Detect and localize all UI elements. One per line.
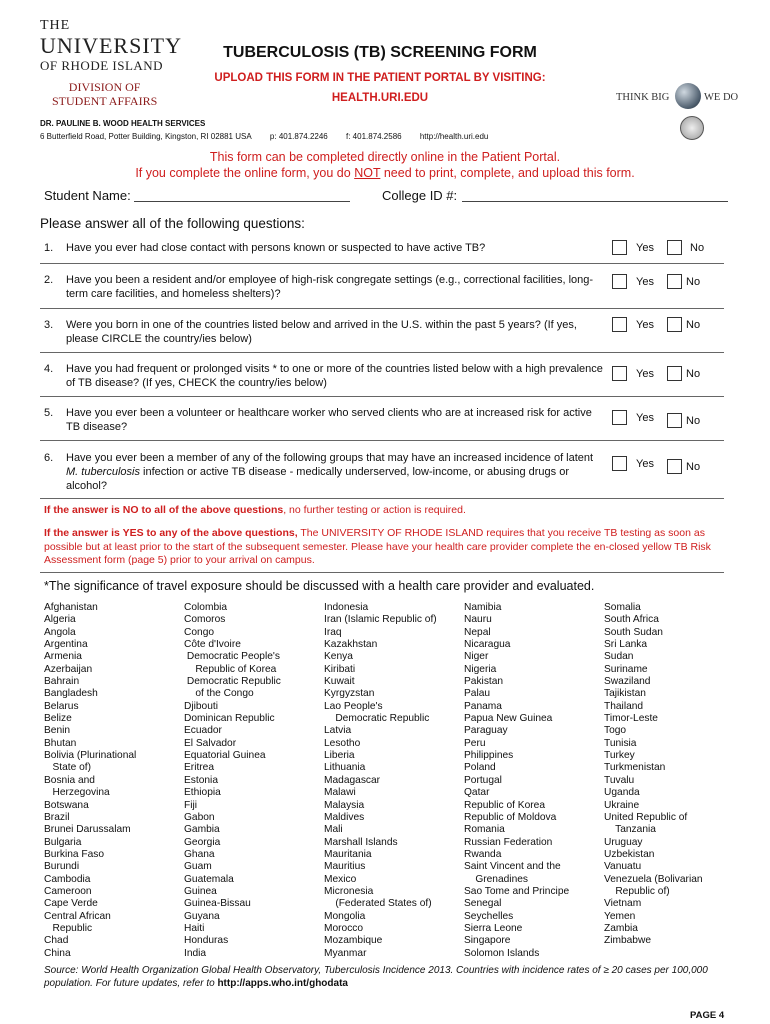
country-item: Haiti	[184, 922, 205, 934]
country-item: Sierra Leone	[464, 922, 523, 934]
country-item: Cameroon	[44, 885, 92, 897]
country-item: Malaysia	[324, 799, 365, 811]
country-item: Mozambique	[324, 935, 383, 947]
country-item: China	[44, 947, 71, 959]
country-item: Guyana	[184, 910, 220, 922]
country-item: State of)	[44, 762, 91, 774]
student-name-field[interactable]	[134, 201, 350, 202]
country-item: Madagascar	[324, 774, 381, 786]
q5-yes-checkbox[interactable]	[612, 410, 627, 425]
q5-no-label: No	[686, 415, 701, 427]
country-item: Sri Lanka	[604, 639, 648, 651]
country-item: Vanuatu	[604, 861, 642, 873]
question-text: Have you been a resident and/or employee of high-risk congregate settings (e.g., correctional facilities, long-term care facilities, and homeless shelters)?	[66, 274, 594, 300]
country-item: Bolivia (Plurinational	[44, 750, 137, 762]
country-item: Brunei Darussalam	[44, 824, 131, 836]
country-column-2	[184, 602, 281, 960]
intro-line2-pre: If you complete the online form, you do	[135, 166, 355, 180]
clinic-website[interactable]: http://health.uri.edu	[419, 132, 489, 141]
country-item: Panama	[464, 700, 502, 712]
country-item: Argentina	[44, 639, 88, 651]
intro-line2-post: need to print, complete, and upload this form.	[380, 166, 635, 180]
question-number: 2.	[44, 274, 54, 286]
country-item: Guinea	[184, 885, 217, 897]
country-item: Nigeria	[464, 663, 497, 675]
q2-no-checkbox[interactable]	[667, 274, 682, 289]
questions-heading: Please answer all of the following questions:	[40, 216, 305, 231]
country-item: Turkmenistan	[604, 762, 666, 774]
slogan-we-do: WE DO	[704, 92, 739, 103]
country-item: Philippines	[464, 750, 514, 762]
country-item: Iran (Islamic Republic of)	[324, 614, 437, 626]
country-item: Burkina Faso	[44, 848, 105, 860]
question-text: Have you ever been a volunteer or healthcare worker who served clients who are at increased risk for active TB disease?	[66, 407, 592, 433]
country-item: Mongolia	[324, 910, 366, 922]
country-item: Kiribati	[324, 663, 356, 675]
country-item: El Salvador	[184, 737, 237, 749]
clinic-fax: f: 401.874.2586	[346, 132, 402, 141]
country-item: Mali	[324, 824, 343, 836]
country-item: Kyrgyzstan	[324, 688, 375, 700]
form-title: TUBERCULOSIS (TB) SCREENING FORM	[223, 44, 537, 61]
q2-yes-label: Yes	[636, 276, 654, 288]
country-item: Georgia	[184, 836, 221, 848]
country-item: Estonia	[184, 774, 218, 786]
division-line1: DIVISION OF	[68, 80, 141, 94]
country-item: Palau	[464, 688, 491, 700]
globe-icon	[675, 83, 701, 109]
country-item: Suriname	[604, 663, 648, 675]
question-3	[44, 318, 604, 345]
question-text: Were you born in one of the countries listed below and arrived in the U.S. within the past 5 years? (If yes, please CIRCLE the country/ies below)	[66, 319, 577, 345]
country-item: South Sudan	[604, 626, 663, 638]
country-item: Micronesia	[324, 885, 374, 897]
q1-yes-label: Yes	[636, 242, 654, 254]
country-item: Afghanistan	[44, 602, 98, 613]
separator	[40, 308, 724, 309]
country-item: Nicaragua	[464, 639, 511, 651]
country-item: Turkey	[604, 750, 635, 762]
country-item: Dominican Republic	[184, 713, 275, 725]
q3-yes-label: Yes	[636, 319, 654, 331]
country-item: Tanzania	[604, 824, 656, 836]
country-item: Eritrea	[184, 762, 215, 774]
no-answer-rest: , no further testing or action is required.	[283, 504, 466, 516]
country-item: Bangladesh	[44, 688, 98, 700]
country-item: Romania	[464, 824, 505, 836]
country-item: Zambia	[604, 922, 638, 934]
country-item: Republic of Korea	[464, 799, 545, 811]
country-item: Equatorial Guinea	[184, 750, 266, 762]
country-item: Ethiopia	[184, 787, 221, 799]
clinic-phone: p: 401.874.2246	[269, 132, 328, 141]
question-number: 4.	[44, 363, 54, 375]
question-1	[44, 241, 604, 255]
country-item: Ecuador	[184, 725, 222, 737]
logo-university: UNIVERSITY	[40, 33, 182, 58]
logo-the: THE	[40, 18, 71, 33]
country-item: Guam	[184, 861, 212, 873]
country-item: Tunisia	[604, 737, 637, 749]
country-item: Colombia	[184, 602, 228, 613]
country-item: Democratic Republic	[324, 713, 430, 725]
country-item: India	[184, 947, 207, 959]
question-6	[44, 451, 604, 492]
country-item: Kuwait	[324, 676, 355, 688]
country-item: Malawi	[324, 787, 356, 799]
country-item: Democratic Republic	[184, 676, 281, 688]
country-item: Paraguay	[464, 725, 508, 737]
country-item: Poland	[464, 762, 496, 774]
page-number: PAGE 4	[690, 1010, 725, 1021]
country-item: Fiji	[184, 799, 198, 811]
country-item: Gambia	[184, 824, 220, 836]
country-item: Singapore	[464, 935, 511, 947]
country-item: Liberia	[324, 750, 355, 762]
country-item: Côte d'Ivoire	[184, 639, 241, 651]
country-item: Central African	[44, 910, 111, 922]
country-item: Tajikistan	[604, 688, 646, 700]
country-item: Guatemala	[184, 873, 234, 885]
country-item: Venezuela (Bolivarian	[604, 873, 703, 885]
country-item: Herzegovina	[44, 787, 110, 799]
country-item: Chad	[44, 935, 69, 947]
country-item: Marshall Islands	[324, 836, 398, 848]
q6-yes-label: Yes	[636, 458, 654, 470]
country-item: Senegal	[464, 898, 502, 910]
country-item: Rwanda	[464, 848, 502, 860]
country-item: Algeria	[44, 614, 76, 626]
country-item: Mexico	[324, 873, 357, 885]
country-item: Azerbaijan	[44, 663, 93, 675]
country-item: Cambodia	[44, 873, 91, 885]
country-item: Iraq	[324, 626, 342, 638]
clinic-contact	[40, 132, 504, 141]
separator	[40, 572, 724, 573]
country-item: (Federated States of)	[324, 898, 432, 910]
country-item: Timor-Leste	[604, 713, 658, 725]
intro-not: NOT	[354, 166, 381, 180]
q3-yes-checkbox[interactable]	[612, 317, 627, 332]
question-number: 5.	[44, 407, 54, 419]
question-text-italic: M. tuberculosis	[66, 466, 140, 478]
yes-answer-bold: If the answer is YES to any of the above questions,	[44, 527, 298, 539]
separator	[40, 352, 724, 353]
q3-no-checkbox[interactable]	[667, 317, 682, 332]
country-item: Vietnam	[604, 898, 642, 910]
no-answer-note	[44, 504, 724, 518]
separator	[40, 263, 724, 264]
country-item: Swaziland	[604, 676, 651, 688]
question-text-pre: Have you ever been a member of any of the following groups that may have an increased incidence of latent	[66, 452, 594, 464]
country-item: Niger	[464, 651, 489, 663]
country-item: Maldives	[324, 811, 365, 823]
country-item: Bosnia and	[44, 774, 95, 786]
country-item: Angola	[44, 626, 76, 638]
slogan-think-big: THINK BIG	[616, 92, 670, 103]
question-number: 1.	[44, 242, 54, 254]
student-name-label: Student Name:	[44, 188, 131, 203]
intro-line1: This form can be completed directly online in the Patient Portal.	[209, 150, 561, 164]
upload-instruction: UPLOAD THIS FORM IN THE PATIENT PORTAL BY VISITING:	[214, 72, 546, 84]
yes-answer-note	[44, 527, 724, 568]
q2-no-label: No	[686, 276, 701, 288]
country-column-5	[604, 602, 703, 948]
country-item: United Republic of	[604, 811, 688, 823]
country-item: Tuvalu	[604, 774, 635, 786]
separator	[40, 396, 724, 397]
country-item: Sudan	[604, 651, 634, 663]
country-item: Namibia	[464, 602, 502, 613]
separator	[40, 498, 724, 499]
country-item: Latvia	[324, 725, 352, 737]
country-item: Republic of Moldova	[464, 811, 557, 823]
country-item: Botswana	[44, 799, 89, 811]
country-item: Thailand	[604, 700, 644, 712]
country-item: Morocco	[324, 922, 364, 934]
question-text: Have you ever had close contact with persons known or suspected to have active TB?	[66, 242, 486, 254]
country-item: Benin	[44, 725, 71, 737]
q2-yes-checkbox[interactable]	[612, 274, 627, 289]
country-item: Republic of)	[604, 885, 670, 897]
country-item: Solomon Islands	[464, 947, 540, 959]
q1-yes-checkbox[interactable]	[612, 240, 627, 255]
country-item: Nauru	[464, 614, 492, 626]
question-2	[44, 273, 604, 300]
university-seal-icon	[680, 116, 704, 140]
country-item: South Africa	[604, 614, 659, 626]
source-link[interactable]: http://apps.who.int/ghodata	[217, 977, 348, 989]
q6-no-checkbox[interactable]	[667, 459, 682, 474]
country-item: Armenia	[44, 651, 82, 663]
country-item: Congo	[184, 626, 215, 638]
country-item: Sao Tome and Principe	[464, 885, 570, 897]
country-item: Bhutan	[44, 737, 77, 749]
country-item: Grenadines	[464, 873, 528, 885]
clinic-address: 6 Butterfield Road, Potter Building, Kingston, RI 02881 USA	[40, 132, 252, 141]
logo-rhode-island: OF RHODE ISLAND	[40, 58, 164, 73]
country-item: Uruguay	[604, 836, 643, 848]
question-text: Have you had frequent or prolonged visits * to one or more of the countries listed below with a high prevalence of TB disease? (If yes, CHECK the country/ies below)	[66, 363, 603, 389]
intro-line2	[40, 166, 730, 180]
question-number: 3.	[44, 319, 54, 331]
country-item: Bahrain	[44, 676, 80, 688]
country-item: Somalia	[604, 602, 641, 613]
country-item: Uzbekistan	[604, 848, 655, 860]
travel-note: *The significance of travel exposure should be discussed with a health care provider and evaluated.	[44, 579, 595, 593]
q4-no-label: No	[686, 368, 701, 380]
source-text: Source: World Health Organization Global Health Observatory, Tuberculosis Incidence 2013. Countries with incidence rates of ≥ 20 cases per 100,000 population. For future updates, refer to	[44, 965, 708, 989]
country-item: Brazil	[44, 811, 70, 823]
country-column-3	[324, 602, 437, 960]
q6-no-label: No	[686, 461, 701, 473]
country-item: Gabon	[184, 811, 215, 823]
country-item: Yemen	[604, 910, 636, 922]
country-item: Belarus	[44, 700, 79, 712]
country-item: Seychelles	[464, 910, 514, 922]
q3-no-label: No	[686, 319, 701, 331]
q4-yes-checkbox[interactable]	[612, 366, 627, 381]
question-4	[44, 362, 604, 389]
country-item: Russian Federation	[464, 836, 553, 848]
college-id-label: College ID #:	[382, 188, 458, 203]
q1-no-label: No	[690, 242, 705, 254]
question-text	[66, 451, 606, 493]
country-item: Lithuania	[324, 762, 366, 774]
upload-website: HEALTH.URI.EDU	[331, 92, 429, 104]
q5-no-checkbox[interactable]	[667, 413, 682, 428]
country-item: Guinea-Bissau	[184, 898, 251, 910]
q6-yes-checkbox[interactable]	[612, 456, 627, 471]
no-answer-bold: If the answer is NO to all of the above questions	[44, 504, 284, 516]
country-item: Qatar	[464, 787, 490, 799]
country-item: Portugal	[464, 774, 502, 786]
country-item: Peru	[464, 737, 486, 749]
country-item: Republic	[44, 922, 93, 934]
country-item: Lesotho	[324, 737, 361, 749]
q1-no-checkbox[interactable]	[667, 240, 682, 255]
country-item: Cape Verde	[44, 898, 98, 910]
country-item: Pakistan	[464, 676, 504, 688]
country-item: Bulgaria	[44, 836, 82, 848]
country-item: Djibouti	[184, 700, 218, 712]
question-5	[44, 406, 604, 433]
country-item: Myanmar	[324, 947, 367, 959]
clinic-name: DR. PAULINE B. WOOD HEALTH SERVICES	[40, 119, 206, 128]
yes-answer-rest: The UNIVERSITY OF RHODE ISLAND requires that you receive TB testing as soon as possible but at least prior to the start of the subsequent semester. Please have your health care provider complete the en-closed yellow TB Risk Assessment form (page 5) prior to your arrival on campus.	[44, 527, 711, 566]
country-item: Comoros	[184, 614, 226, 626]
country-item: Saint Vincent and the	[464, 861, 561, 873]
country-item: Papua New Guinea	[464, 713, 553, 725]
country-item: Togo	[604, 725, 627, 737]
q4-yes-label: Yes	[636, 368, 654, 380]
country-item: Burundi	[44, 861, 80, 873]
division-line2: STUDENT AFFAIRS	[52, 94, 158, 108]
country-item: Ukraine	[604, 799, 640, 811]
country-item: Kazakhstan	[324, 639, 378, 651]
country-item: Zimbabwe	[604, 935, 651, 947]
question-text-post: infection or active TB disease - medically underserved, low-income, or abusing drugs or alcohol?	[66, 466, 569, 492]
country-column-1	[44, 602, 136, 960]
country-item: Nepal	[464, 626, 491, 638]
country-item: of the Congo	[184, 688, 254, 700]
source-note	[44, 965, 724, 990]
country-item: Indonesia	[324, 602, 369, 613]
country-item: Democratic People's	[184, 651, 280, 663]
division-logo	[52, 80, 157, 108]
question-number: 6.	[44, 452, 54, 464]
country-item: Honduras	[184, 935, 229, 947]
country-item: Belize	[44, 713, 72, 725]
country-item: Mauritania	[324, 848, 372, 860]
q5-yes-label: Yes	[636, 412, 654, 424]
country-item: Lao People's	[324, 700, 383, 712]
country-item: Uganda	[604, 787, 640, 799]
q4-no-checkbox[interactable]	[667, 366, 682, 381]
separator	[40, 440, 724, 441]
country-item: Mauritius	[324, 861, 366, 873]
country-item: Kenya	[324, 651, 353, 663]
country-item: Republic of Korea	[184, 663, 277, 675]
country-column-4	[464, 602, 569, 960]
country-item: Ghana	[184, 848, 215, 860]
college-id-field[interactable]	[462, 201, 728, 202]
